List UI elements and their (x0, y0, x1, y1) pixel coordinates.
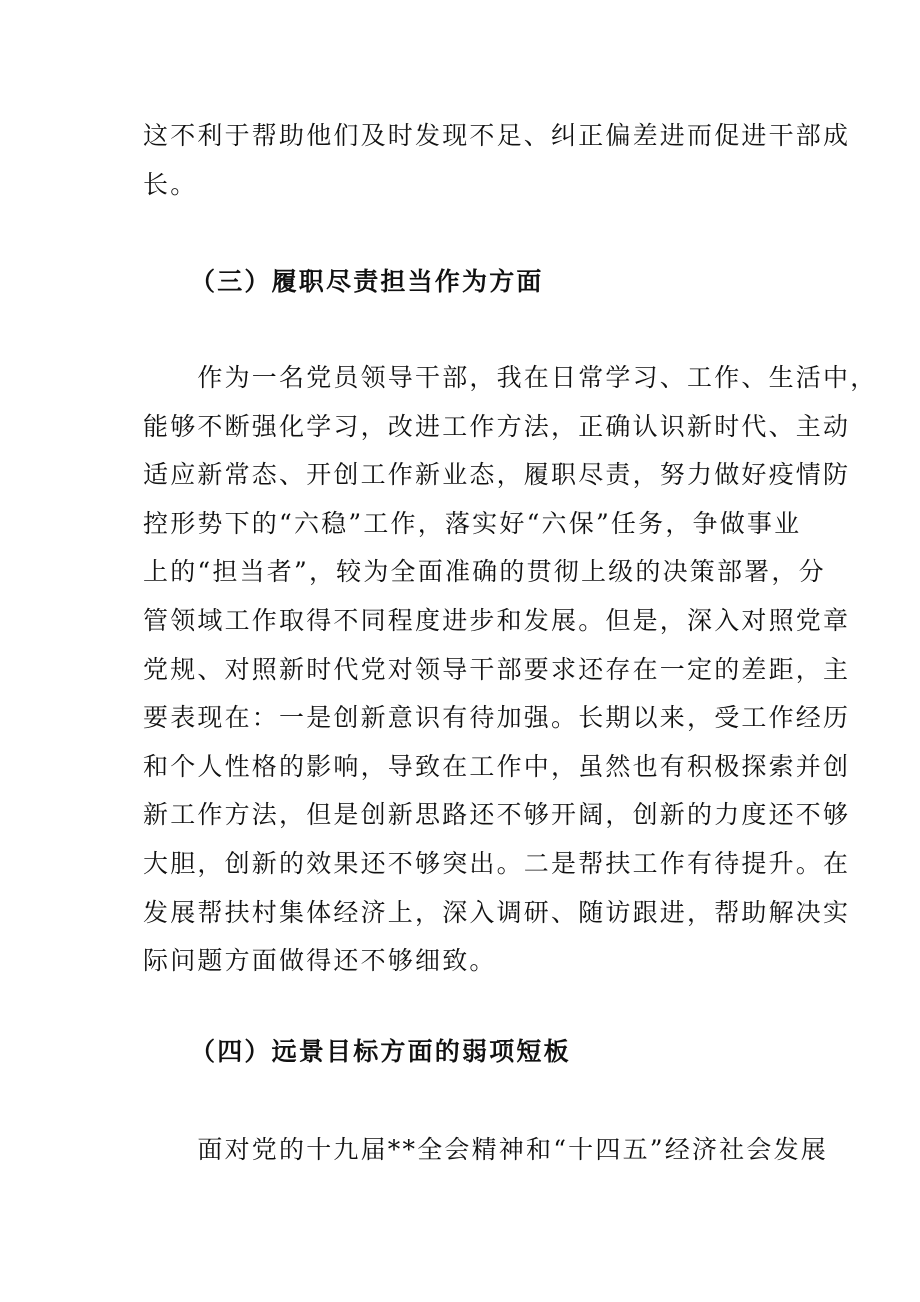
paragraph-line: 能够不断强化学习，改进工作方法，正确认识新时代、主动 (143, 411, 851, 441)
paragraph-line: 面对党的十九届**全会精神和“十四五”经济社会发展 (143, 1135, 828, 1164)
section-heading-3: （三）履职尽责担当作为方面 (190, 267, 544, 296)
paragraph-line: 作为一名党员领导干部，我在日常学习、工作、生活中， (143, 363, 878, 392)
paragraph-line: 发展帮扶村集体经济上，深入调研、随访跟进，帮助解决实 (143, 897, 851, 927)
section-heading-4: （四）远景目标方面的弱项短板 (190, 1037, 571, 1066)
paragraph-line: 这不利于帮助他们及时发现不足、纠正偏差进而促进干部成 (143, 121, 851, 150)
paragraph-line: 适应新常态、开创工作新业态，履职尽责，努力做好疫情防 (143, 460, 851, 490)
section-3-paragraph (143, 354, 878, 986)
paragraph-line: 控形势下的“六稳”工作，落实好“六保”任务，争做事业 (143, 508, 802, 538)
paragraph-line: 党规、对照新时代党对领导干部要求还存在一定的差距，主 (143, 654, 851, 684)
continued-paragraph (143, 112, 851, 209)
paragraph-line: 要表现在：一是创新意识有待加强。长期以来，受工作经历 (143, 703, 851, 733)
paragraph-line: 际问题方面做得还不够细致。 (143, 946, 497, 976)
paragraph-line: 长。 (143, 169, 198, 199)
paragraph-line: 和个人性格的影响，导致在工作中，虽然也有积极探索并创 (143, 751, 851, 781)
paragraph-line: 大胆，创新的效果还不够突出。二是帮扶工作有待提升。在 (143, 848, 851, 878)
paragraph-line: 新工作方法，但是创新思路还不够开阔，创新的力度还不够 (143, 800, 851, 830)
paragraph-line: 上的“担当者”，较为全面准确的贯彻上级的决策部署，分 (143, 557, 826, 587)
paragraph-line: 管领域工作取得不同程度进步和发展。但是，深入对照党章 (143, 605, 851, 635)
section-4-paragraph (143, 1126, 828, 1175)
